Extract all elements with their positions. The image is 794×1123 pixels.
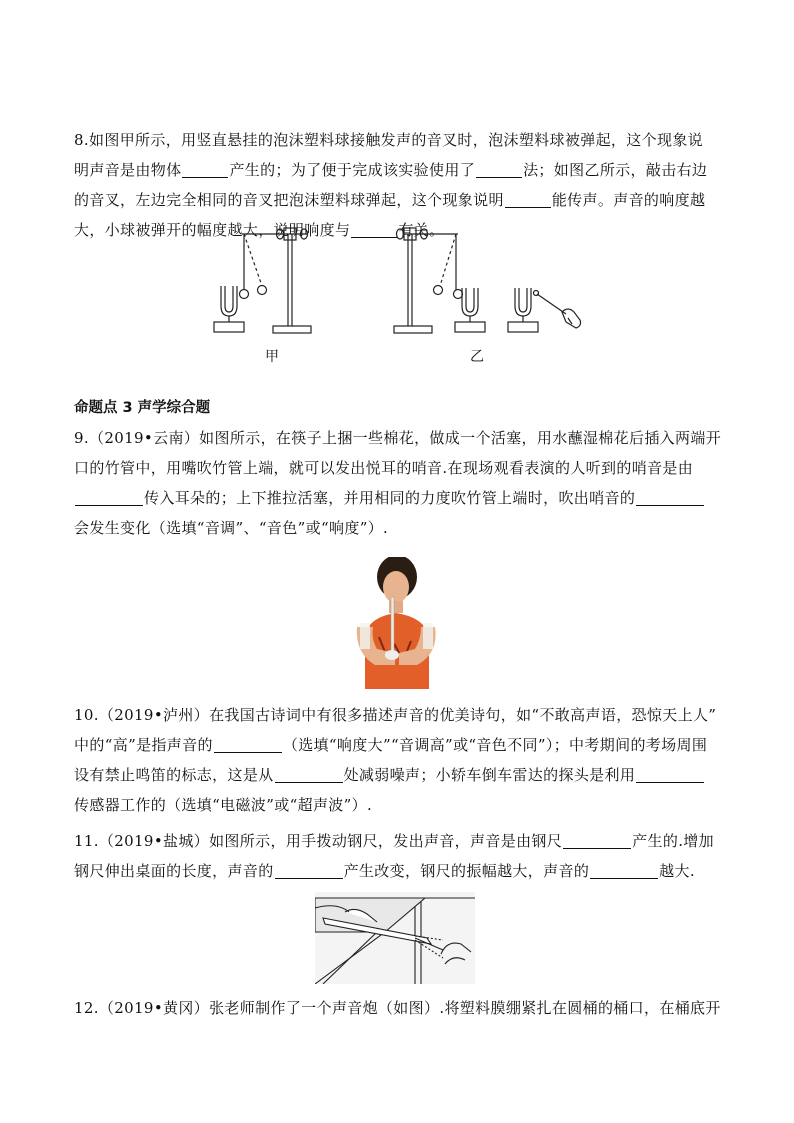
answer-blank[interactable] (505, 190, 551, 208)
hand-mallet-icon (534, 291, 581, 329)
question-9: 9.（2019•云南）如图所示，在筷子上捆一些棉花，做成一个活塞，用水蘸湿棉花后插入两端开 口的竹管中，用嘴吹竹管上端，就可以发出悦耳的哨音.在现场观看表演的人听到的哨音是由 传入耳朵的；上下推拉活塞，并用相同的力度吹竹管上端时，吹出哨音的 会发生变化（选填“音调”、“音色”或“响度”）. (74, 429, 722, 537)
answer-blank[interactable] (75, 488, 143, 506)
pendulum-left (240, 234, 267, 299)
answer-blank[interactable] (275, 861, 343, 879)
question-10: 10.（2019•泸州）在我国古诗词中有很多描述声音的优美诗句，如“不敢高声语，恐惊天上人” 中的“高”是指声音的 （选填“响度大”“音调高”或“音色不同”）；中考期间的考场周围 设有禁止鸣笛的标志，这是从 处减弱噪声；小轿车倒车雷达的探头是利用 传感器工作的（选填“电磁波”或“超声波”）. (74, 706, 717, 814)
answer-blank[interactable] (476, 160, 522, 178)
figure-label-jia: 甲 (265, 349, 279, 365)
figure-label-yi: 乙 (470, 349, 484, 365)
answer-blank[interactable] (275, 765, 343, 783)
answer-blank[interactable] (636, 765, 704, 783)
answer-blank[interactable] (636, 488, 704, 506)
pendulum-right (434, 234, 463, 299)
question-8: 8.如图甲所示，用竖直悬挂的泡沫塑料球接触发声的音叉时，泡沫塑料球被弹起，这个现象说 明声音是由物体 产生的；为了便于完成该实验使用了 法；如图乙所示，敲击右边 的音叉，左边完全相同的音叉把泡沫塑料球弹起，这个现象说明 能传声。声音的响度越 大，小球被弹开的幅度越大，说明响度与 有关。 (74, 131, 708, 239)
answer-blank[interactable] (563, 831, 631, 849)
answer-blank[interactable] (214, 735, 282, 753)
stand-left (242, 228, 311, 333)
section-heading: 命题点 3 声学综合题 (74, 400, 211, 416)
question-12: 12.（2019•黄冈）张老师制作了一个声音炮（如图）.将塑料膜绷紧扎在圆桶的桶口，在桶底开 (74, 999, 721, 1017)
answer-blank[interactable] (590, 861, 658, 879)
answer-blank[interactable] (182, 160, 228, 178)
stand-right (394, 228, 458, 333)
whistle-photo (351, 557, 441, 689)
tuning-fork-figure (200, 222, 600, 342)
tuning-fork-middle (455, 288, 485, 332)
ruler-table-figure (315, 892, 475, 984)
question-11: 11.（2019•盐城）如图所示，用手拨动钢尺，发出声音，声音是由钢尺 产生的.增加 钢尺伸出桌面的长度，声音的 产生改变，钢尺的振幅越大，声音的 越大. (74, 832, 715, 880)
